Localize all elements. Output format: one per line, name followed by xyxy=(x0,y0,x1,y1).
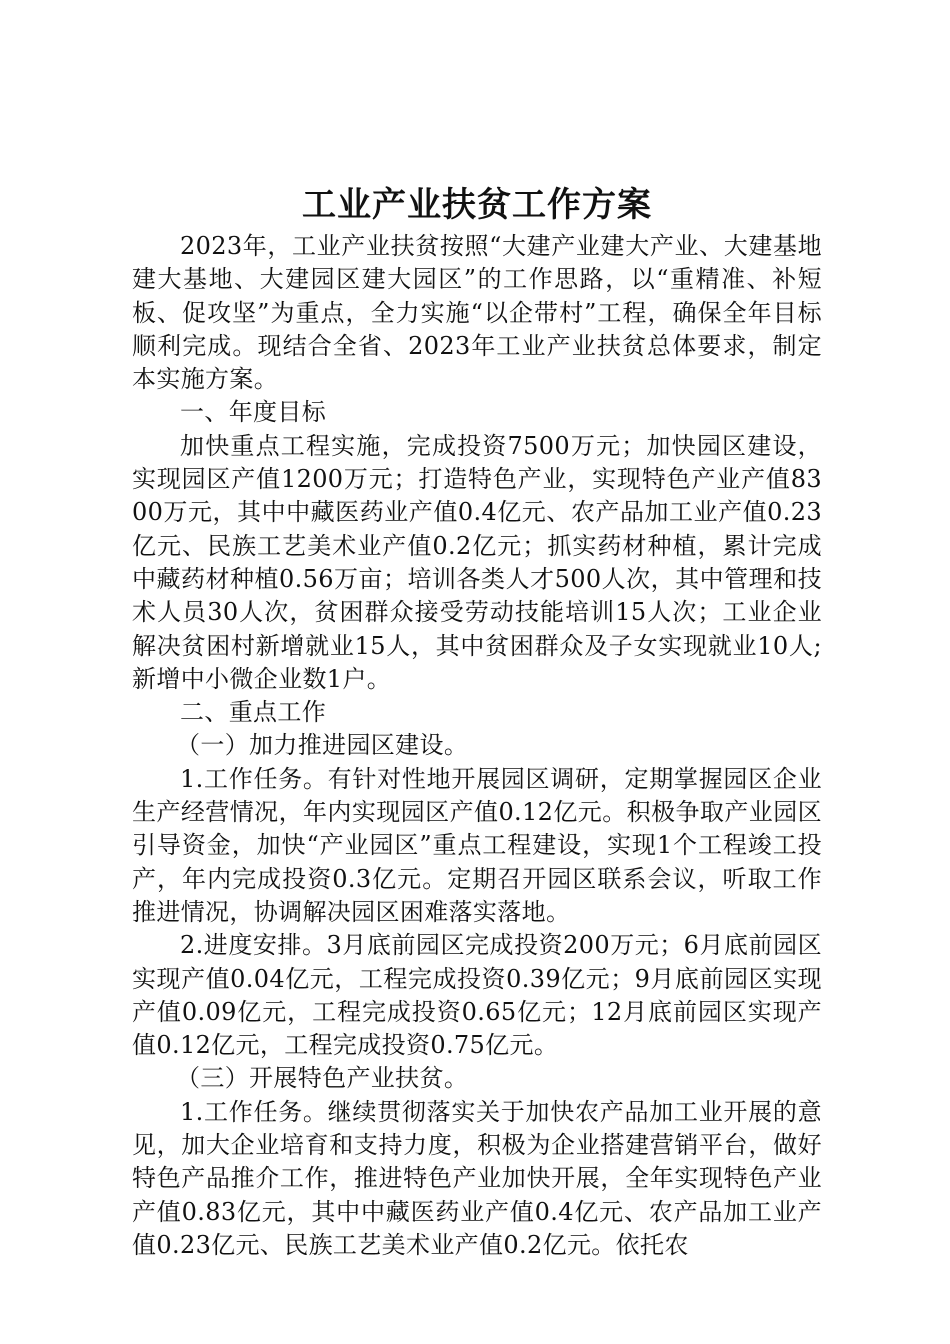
section-heading-key-work: 二、重点工作 xyxy=(180,698,327,727)
park-tasks-paragraph: 1.工作任务。有针对性地开展园区调研，定期掌握园区企业生产经营情况，年内实现园区产值0.12亿元。积极争取产业园区引导资金，加快“产业园区”重点工程建设，实现1个工程竣工投产，年内完成投资0.3亿元。定期召开园区联系会议，听取工作推进情况，协调解决园区困难落实落地。 xyxy=(132,764,822,926)
subheading-specialty-industry: （三）开展特色产业扶贫。 xyxy=(176,1064,469,1093)
section-heading-annual-goals: 一、年度目标 xyxy=(180,398,327,427)
park-schedule-paragraph: 2.进度安排。3月底前园区完成投资200万元；6月底前园区实现产值0.04亿元，工程完成投资0.39亿元；9月底前园区实现产值0.09亿元，工程完成投资0.65亿元；12月底前园区实现产值0.12亿元，工程完成投资0.75亿元。 xyxy=(132,931,822,1060)
subheading-park-construction: （一）加力推进园区建设。 xyxy=(176,731,469,760)
document-page xyxy=(132,182,822,1262)
document-title: 工业产业扶贫工作方案 xyxy=(302,185,652,225)
annual-goals-paragraph: 加快重点工程实施，完成投资7500万元；加快园区建设，实现园区产值1200万元；打造特色产业，实现特色产业产值8300万元，其中中藏医药业产值0.4亿元、农产品加工业产值0.23亿元、民族工艺美术业产值0.2亿元；抓实药材种植，累计完成中藏药材种植0.56万亩；培训各类人才500人次，其中管理和技术人员30人次，贫困群众接受劳动技能培训15人次；工业企业解决贫困村新增就业15人，其中贫困群众及子女实现就业10人;新增中小微企业数1户。 xyxy=(132,431,822,693)
specialty-tasks-paragraph: 1.工作任务。继续贯彻落实关于加快农产品加工业开展的意见，加大企业培育和支持力度，积极为企业搭建营销平台，做好特色产品推介工作，推进特色产业加快开展，全年实现特色产业产值0.83亿元，其中中藏医药业产值0.4亿元、农产品加工业产值0.23亿元、民族工艺美术业产值0.2亿元。依托农 xyxy=(132,1097,822,1259)
intro-paragraph: 2023年，工业产业扶贫按照“大建产业建大产业、大建基地建大基地、大建园区建大园区”的工作思路，以“重精准、补短板、促攻坚”为重点，全力实施“以企带村”工程，确保全年目标顺利完成。现结合全省、2023年工业产业扶贫总体要求，制定本实施方案。 xyxy=(132,232,822,394)
